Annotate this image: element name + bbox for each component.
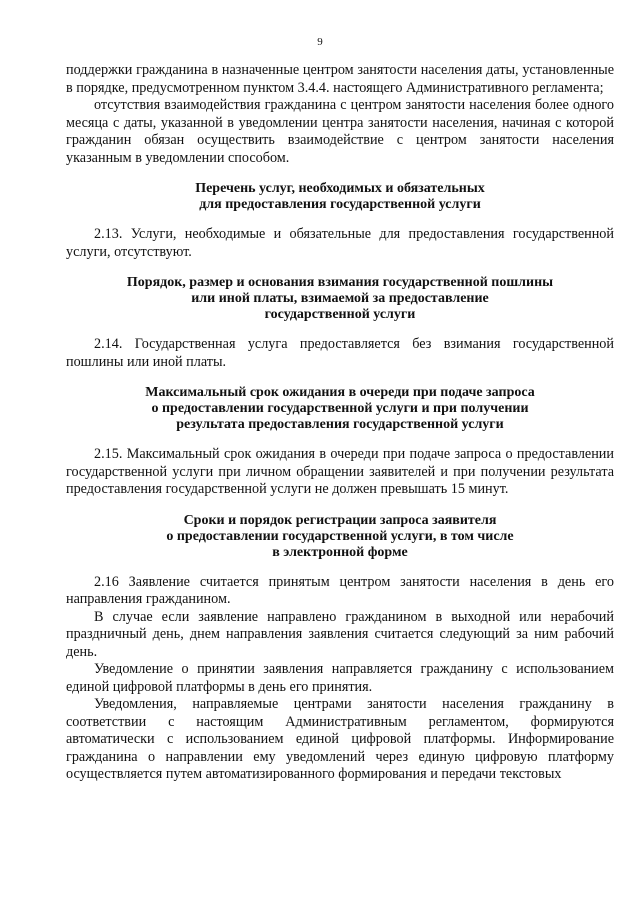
paragraph: 2.15. Максимальный срок ожидания в очереди при подаче запроса о предоставлении государственной услуги при личном обращении заявителей и при получении результата предоставления государственной услуги не должен превышать 15 минут. xyxy=(66,446,614,497)
page-number: 9 xyxy=(317,36,323,48)
section-heading-state-fee: Порядок, размер и основания взимания государственной пошлины или иной платы, взимаемой за предоставление государственной услуги xyxy=(126,275,554,322)
paragraph: отсутствия взаимодействия гражданина с центром занятости населения более одного месяца с даты, указанной в уведомлении центра занятости населения, начиная с которой гражданин обязан осуществить взаимодействие с центром занятости населения указанным в уведомлении способом. xyxy=(66,97,614,166)
paragraph: 2.16 Заявление считается принятым центром занятости населения в день его направления гражданином. xyxy=(66,573,614,607)
paragraph: поддержки гражданина в назначенные центром занятости населения даты, установленные в порядке, предусмотренном пунктом 3.4.4. настоящего Административного регламента; xyxy=(66,62,614,96)
paragraph: 2.13. Услуги, необходимые и обязательные для предоставления государственной услуги, отсутствуют. xyxy=(66,226,614,260)
section-heading-required-services: Перечень услуг, необходимых и обязательных для предоставления государственной услуги xyxy=(195,181,485,212)
section-heading-max-waiting-time: Максимальный срок ожидания в очереди при подаче запроса о предоставлении государственной услуги и при получении результата предоставления государственной услуги xyxy=(145,385,535,432)
paragraph: Уведомление о принятии заявления направляется гражданину с использованием единой цифровой платформы в день его принятия. xyxy=(66,661,614,695)
section-heading-request-registration: Сроки и порядок регистрации запроса заявителя о предоставлении государственной услуги, в том числе в электронной форме xyxy=(166,512,514,560)
document-body xyxy=(66,62,614,784)
paragraph: 2.14. Государственная услуга предоставляется без взимания государственной пошлины или иной платы. xyxy=(66,336,614,370)
paragraph: В случае если заявление направлено гражданином в выходной или нерабочий праздничный день, днем направления заявления считается следующий за ним рабочий день. xyxy=(66,608,614,660)
paragraph: Уведомления, направляемые центрами занятости населения гражданину в соответствии с настоящим Административным регламентом, формируются автоматически с использованием единой цифровой платформы. Информирование гражданина о направлении ему уведомлений через единую цифровую платформу осуществляется путем автоматизированного формирования и передачи текстовых xyxy=(66,696,614,782)
